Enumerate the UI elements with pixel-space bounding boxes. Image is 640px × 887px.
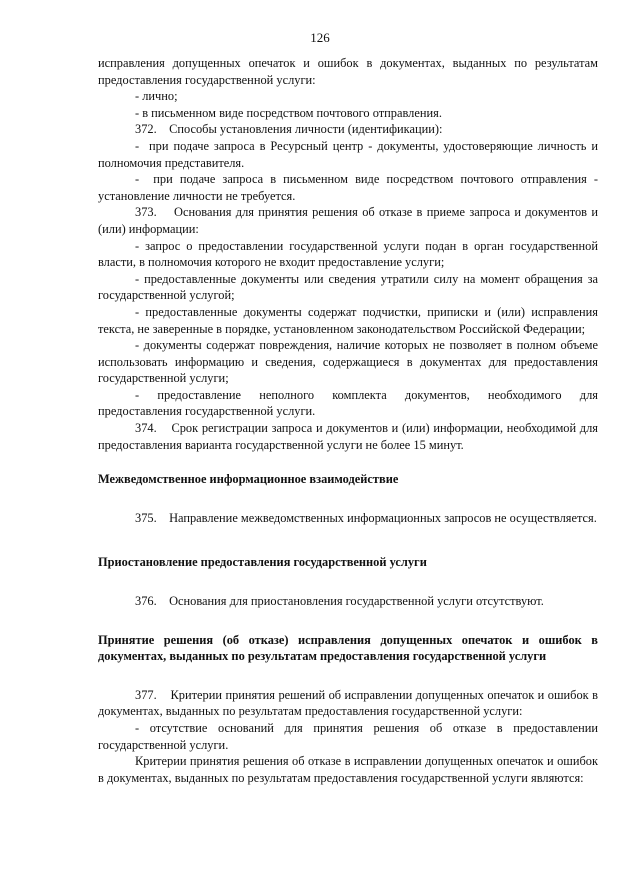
list-item: - предоставление неполного комплекта документов, необходимого для предоставления государственной услуги.	[98, 387, 598, 419]
section-heading: Принятие решения (об отказе) исправления допущенных опечаток и ошибок в документах, выданных по результатам предоставления государственной услуги	[98, 632, 598, 664]
numbered-paragraph-372: 372. Способы установления личности (идентификации):	[135, 122, 443, 137]
list-item: - при подаче запроса в письменном виде посредством почтового отправления - установление личности не требуется.	[98, 172, 598, 203]
numbered-paragraph-377: 377. Критерии принятия решений об исправлении допущенных опечаток и ошибок в документах, выданных по результатам предоставления государственной услуги:	[98, 687, 598, 719]
list-item: - в письменном виде посредством почтового отправления.	[135, 105, 442, 120]
list-item: - лично;	[135, 89, 178, 104]
list-item: - документы содержат повреждения, наличие которых не позволяет в полном объеме использовать информацию и сведения, содержащиеся в документах для предоставления государственной услуги;	[98, 338, 598, 386]
document-body	[98, 55, 598, 786]
list-item: - предоставленные документы или сведения утратили силу на момент обращения за государственной услугой;	[98, 271, 598, 303]
section-heading: Приостановление предоставления государственной услуги	[98, 555, 427, 570]
paragraph: исправления допущенных опечаток и ошибок в документах, выданных по результатам предоставления государственной услуги:	[98, 56, 598, 87]
list-item: - отсутствие оснований для принятия решения об отказе в предоставлении государственной услуги.	[98, 721, 598, 752]
list-item: - запрос о предоставлении государственной услуги подан в орган государственной власти, в полномочия которого не входит предоставление услуги;	[98, 238, 598, 270]
numbered-paragraph-374: 374. Срок регистрации запроса и документов и (или) информации, необходимой для предоставления варианта государственной услуги не более 15 минут.	[98, 421, 598, 452]
numbered-paragraph-376: 376. Основания для приостановления государственной услуги отсутствуют.	[135, 594, 544, 609]
paragraph: Критерии принятия решения об отказе в исправлении допущенных опечаток и ошибок в документах, выданных по результатам предоставления государственной услуги являются:	[98, 754, 598, 785]
numbered-paragraph-375: 375. Направление межведомственных информационных запросов не осуществляется.	[135, 510, 597, 525]
page-number: 126	[310, 30, 330, 45]
section-heading: Межведомственное информационное взаимодействие	[98, 472, 399, 487]
list-item: - при подаче запроса в Ресурсный центр - документы, удостоверяющие личность и полномочия представителя.	[98, 138, 598, 170]
list-item: - предоставленные документы содержат подчистки, приписки и (или) исправления текста, не заверенные в порядке, установленном законодательством Российской Федерации;	[98, 304, 598, 336]
numbered-paragraph-373: 373. Основания для принятия решения об отказе в приеме запроса и документов и (или) информации:	[98, 205, 598, 236]
